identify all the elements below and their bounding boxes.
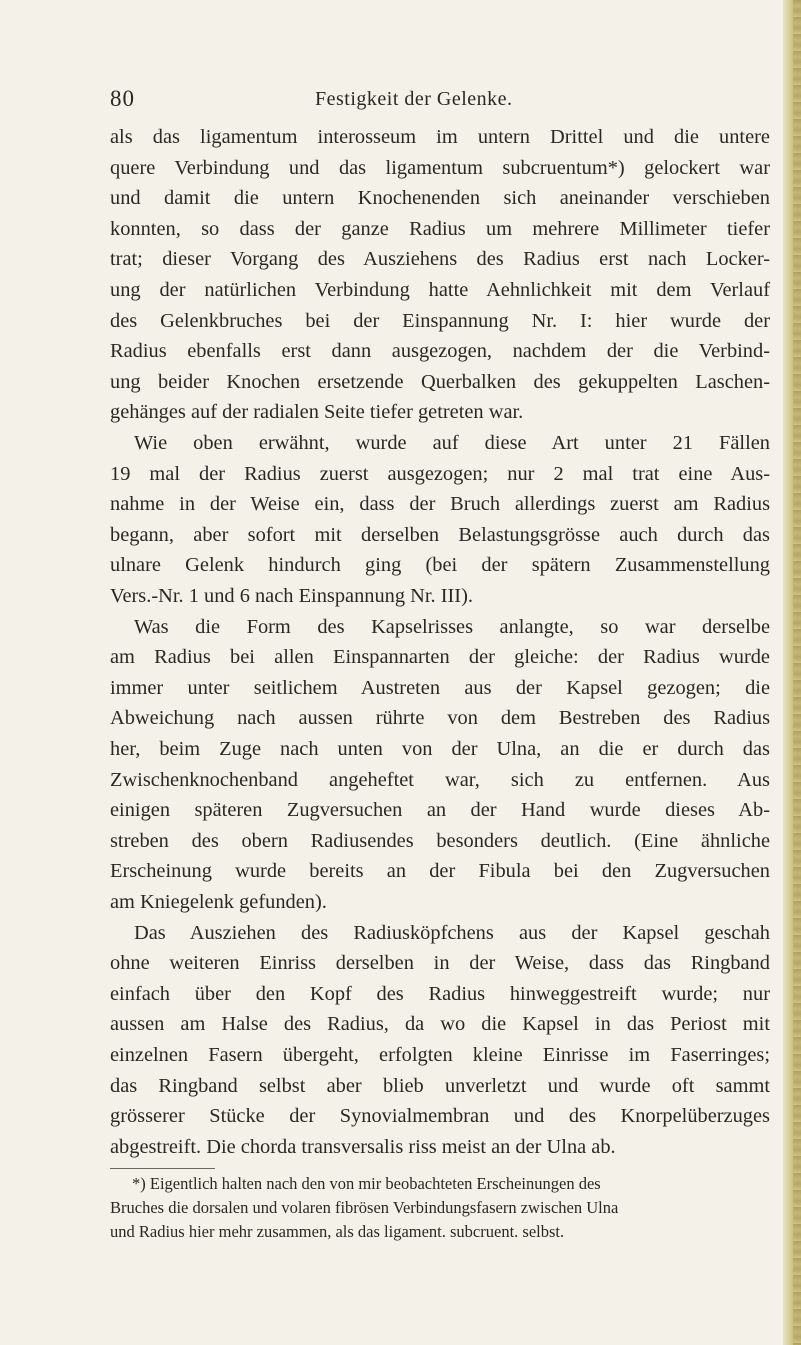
page-number: 80 — [110, 86, 135, 111]
text-line: am Radius bei allen Einspannarten der gleiche: der Radius wurde — [110, 646, 770, 669]
text-line: und damit die untern Knochenenden sich aneinander verschieben — [110, 187, 770, 210]
page-edge — [783, 0, 801, 1345]
text-line: Wie oben erwähnt, wurde auf diese Art unter 21 Fällen — [134, 432, 770, 454]
text-line: ung beider Knochen ersetzende Querbalken des gekuppelten Laschen- — [110, 370, 770, 393]
text-line: gehänges auf der radialen Seite tiefer getreten war. — [110, 401, 524, 424]
text-line: einfach über den Kopf des Radius hinweggestreift wurde; nur — [110, 982, 770, 1005]
text-line: am Kniegelenk gefunden). — [110, 891, 327, 913]
text-line: Das Ausziehen des Radiusköpfchens aus der Kapsel geschah — [134, 921, 770, 944]
text-line: ung der natürlichen Verbindung hatte Aehnlichkeit mit dem Verlauf — [110, 279, 770, 301]
text-line: einzelnen Fasern übergeht, erfolgten kleine Einrisse im Faserringes; — [110, 1044, 770, 1066]
text-line: Erscheinung wurde bereits an der Fibula bei den Zugversuchen — [110, 860, 770, 883]
text-line: abgestreift. Die chorda transversalis riss meist an der Ulna ab. — [110, 1135, 616, 1158]
text-line: das Ringband selbst aber blieb unverletzt und wurde oft sammt — [110, 1074, 770, 1097]
text-line: einigen späteren Zugversuchen an der Hand wurde dieses Ab- — [110, 799, 770, 822]
text-line: Vers.-Nr. 1 und 6 nach Einspannung Nr. III). — [110, 585, 473, 607]
footnote-rule — [110, 1168, 215, 1169]
page-header — [110, 86, 750, 116]
footnote-line: *) Eigentlich halten nach den von mir beobachteten Erscheinungen des — [132, 1173, 601, 1193]
text-line: her, beim Zuge nach unten von der Ulna, an die er durch das — [110, 738, 770, 760]
footnote-line: Bruches die dorsalen und volaren fibrösen Verbindungsfasern zwischen Ulna — [110, 1197, 619, 1217]
text-line: Radius ebenfalls erst dann ausgezogen, nachdem der die Verbind- — [110, 340, 770, 363]
text-line: aussen am Halse des Radius, da wo die Kapsel in das Periost mit — [110, 1013, 770, 1036]
text-line: trat; dieser Vorgang des Ausziehens des Radius erst nach Locker- — [110, 248, 770, 271]
text-line: konnten, so dass der ganze Radius um mehrere Millimeter tiefer — [110, 217, 770, 240]
text-line: als das ligamentum interosseum im untern Drittel und die untere — [110, 126, 770, 148]
text-line: Zwischenknochenband angeheftet war, sich zu entfernen. Aus — [110, 768, 770, 791]
text-line: begann, aber sofort mit derselben Belastungsgrösse auch durch das — [110, 523, 770, 546]
footnote-line: und Radius hier mehr zusammen, als das ligament. subcruent. selbst. — [110, 1221, 565, 1241]
text-line: quere Verbindung und das ligamentum subcruentum*) gelockert war — [110, 156, 770, 179]
text-line: ohne weiteren Einriss derselben in der Weise, dass das Ringband — [110, 952, 770, 975]
text-line: 19 mal der Radius zuerst ausgezogen; nur 2 mal trat eine Aus- — [110, 462, 770, 485]
text-line: nahme in der Weise ein, dass der Bruch allerdings zuerst am Radius — [110, 493, 770, 516]
running-head: Festigkeit der Gelenke. — [315, 88, 513, 110]
text-line: Abweichung nach aussen rührte von dem Bestreben des Radius — [110, 707, 770, 730]
text-line: ulnare Gelenk hindurch ging (bei der spätern Zusammenstellung — [110, 554, 770, 577]
text-line: Was die Form des Kapselrisses anlangte, so war derselbe — [134, 615, 770, 638]
text-line: des Gelenkbruches bei der Einspannung Nr. I: hier wurde der — [110, 309, 770, 332]
text-line: immer unter seitlichem Austreten aus der Kapsel gezogen; die — [110, 676, 770, 699]
text-line: streben des obern Radiusendes besonders deutlich. (Eine ähnliche — [110, 829, 770, 852]
text-line: grösserer Stücke der Synovialmembran und des Knorpelüberzuges — [110, 1105, 770, 1128]
